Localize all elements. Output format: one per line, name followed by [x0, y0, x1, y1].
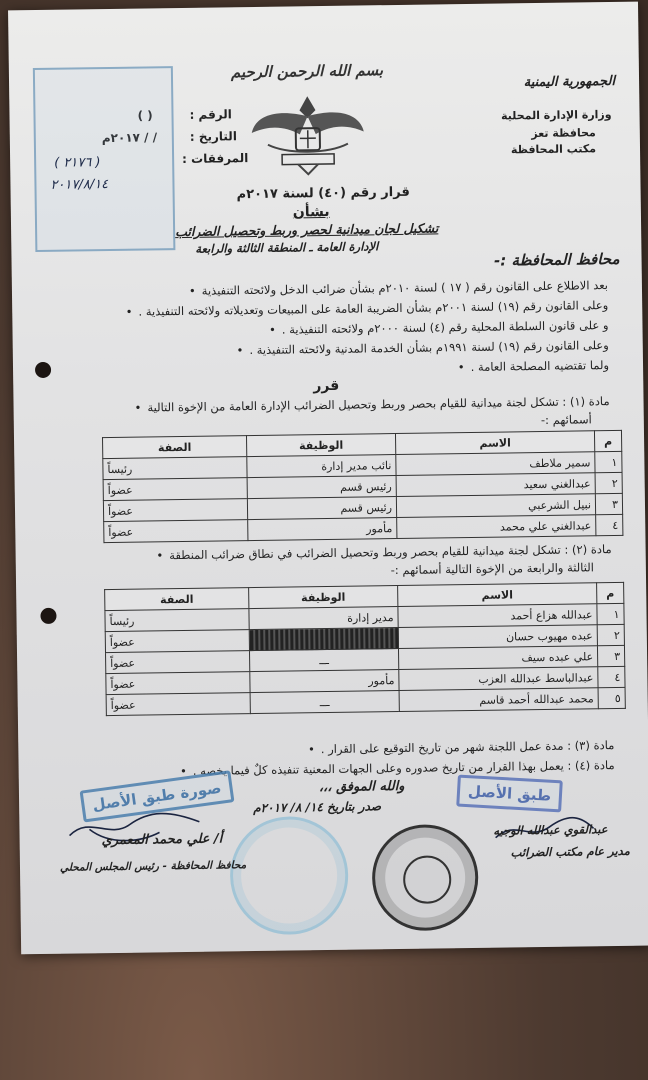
- cell: ٣: [597, 645, 624, 666]
- basmala: بسم الله الرحمن الرحيم: [230, 61, 384, 82]
- number-value: ( ): [137, 108, 153, 123]
- header-ministry: وزارة الإدارة المحلية: [500, 107, 612, 123]
- date-label: التاريخ :: [189, 129, 237, 144]
- cell: رئيس قسم: [247, 476, 396, 499]
- document-page: [8, 2, 648, 955]
- cell: ٢: [597, 624, 624, 645]
- cell: عبدالله هزاع أحمد: [398, 604, 597, 628]
- article-4-text: مادة (٤) : يعمل بهذا القرار من تاريخ صدوره وعلى الجهات المعنية تنفيذه كلٌ فيما يخصه . •: [180, 758, 615, 778]
- cell: ٤: [598, 666, 625, 687]
- cell: عضواً: [105, 630, 249, 653]
- number-label: الرقم :: [189, 107, 232, 122]
- cell: عبدالغني علي محمد: [397, 515, 596, 539]
- punch-hole: [35, 362, 51, 378]
- cell: رئيساً: [105, 609, 249, 632]
- article-1-text2: أسمائهم :-: [540, 412, 592, 427]
- preamble-item: بعد الاطلاع على القانون رقم ( ١٧ ) لسنة ٢٠١٠م بشأن ضرائب الدخل ولائحته التنفيذية •: [189, 278, 608, 298]
- preamble-item: وعلى القانون رقم (١٩) لسنة ٢٠٠١م بشأن الضريبة العامة على المبيعات وتعديلاته ولائحته التنفيذية . •: [126, 298, 609, 319]
- col-position: الوظيفة: [246, 434, 395, 457]
- attachments-label: المرفقات :: [182, 151, 249, 166]
- governor-office-seal: [229, 816, 349, 936]
- cell: عبدالغني سعيد: [396, 473, 595, 497]
- col-position: الوظيفة: [249, 586, 398, 609]
- article-2-text2: الثالثة والرابعة من الإخوة التالية أسمائهم :-: [390, 560, 594, 578]
- col-name: الاسم: [398, 583, 597, 607]
- governor-name: أ/ علي محمد المعمري: [101, 831, 223, 849]
- col-name: الاسم: [395, 431, 594, 455]
- preamble-item: ولما تقتضيه المصلحة العامة . •: [458, 358, 609, 374]
- cell: رئيس قسم: [247, 497, 396, 520]
- director-title: مدير عام مكتب الضرائب: [510, 843, 630, 860]
- cell: نبيل الشرعبي: [396, 494, 595, 518]
- article-1-text: مادة (١) : تشكل لجنة ميدانية للقيام بحصر وربط وتحصيل الضرائب الإدارة العامة من الإخوة التالية •: [135, 394, 610, 415]
- decision-title: قرار رقم (٤٠) لسنة ٢٠١٧م: [236, 184, 410, 203]
- header-republic: الجمهورية اليمنية: [523, 73, 616, 91]
- decides-heading: قرر: [313, 377, 340, 395]
- closing-text: والله الموفق ،،،: [318, 778, 405, 796]
- handwritten-reference: ( ٢١٧٦ ): [54, 155, 101, 171]
- cell: رئيساً: [103, 457, 247, 480]
- preamble-item: و على قانون السلطة المحلية رقم (٤) لسنة ٢٠٠٠م ولائحته التنفيذية . •: [269, 318, 609, 337]
- header-governorate: محافظة تعز: [531, 126, 596, 141]
- cell: سمير ملاطف: [396, 452, 595, 476]
- cell: ٢: [595, 472, 622, 493]
- true-copy-stamp: صورة طبق الأصل: [80, 770, 235, 822]
- col-role: الصفة: [105, 588, 249, 611]
- cell: ـــ: [249, 649, 398, 672]
- governor-title: محافظ المحافظة - رئيس المجلس المحلي: [59, 859, 247, 874]
- redacted-cell: [249, 628, 398, 651]
- cell: ٤: [596, 514, 623, 535]
- cell: نائب مدير إدارة: [247, 455, 396, 478]
- cell: علي عبده سيف: [398, 646, 597, 670]
- decision-about: بشأن: [292, 203, 330, 221]
- cell: ١: [595, 451, 622, 472]
- cell: ٥: [598, 687, 625, 708]
- cell: عضواً: [104, 520, 248, 543]
- punch-hole: [40, 608, 56, 624]
- cell: عبدالباسط عبدالله العزب: [399, 667, 598, 691]
- cell: ـــ: [250, 691, 399, 714]
- handwritten-date: ٢٠١٧/٨/١٤: [50, 177, 109, 193]
- date-value: / / ٢٠١٧م: [101, 130, 158, 146]
- cell: محمد عبدالله أحمد قاسم: [399, 688, 598, 712]
- col-role: الصفة: [103, 436, 247, 459]
- cell: عضواً: [103, 499, 247, 522]
- cell: عضواً: [106, 651, 250, 674]
- cell: عضواً: [106, 672, 250, 695]
- cell: عضواً: [106, 693, 250, 716]
- cell: مأمور: [250, 670, 399, 693]
- governor-heading: محافظ المحافظة :-: [493, 249, 620, 270]
- cell: عبده مهيوب حسان: [398, 625, 597, 649]
- cell: مدير إدارة: [249, 607, 398, 630]
- article-2-table: [104, 582, 626, 716]
- yemen-eagle-emblem: [247, 87, 368, 179]
- director-name: عبدالقوي عبدالله الوجيه: [493, 822, 608, 838]
- true-copy-stamp-right: طبق الأصل: [456, 775, 563, 813]
- cell: ٣: [595, 493, 622, 514]
- article-3-text: مادة (٣) : مدة عمل اللجنة شهر من تاريخ التوقيع على القرار . •: [308, 738, 614, 756]
- cell: ١: [597, 603, 624, 624]
- header-office: مكتب المحافظة: [510, 142, 597, 157]
- col-number: م: [594, 430, 621, 451]
- article-1-table: [102, 430, 623, 543]
- seal-inner-ring: [403, 855, 452, 904]
- issued-date: صدر بتاريخ ١٤/ ٨/ ٢٠١٧م: [253, 799, 382, 816]
- cell: عضواً: [103, 478, 247, 501]
- decision-subsubject: الإدارة العامة ـ المنطقة الثالثة والرابعة: [195, 239, 379, 256]
- cell: مأمور: [248, 518, 397, 541]
- tax-office-seal: [371, 824, 478, 931]
- preamble-item: وعلى القانون رقم (١٩) لسنة ١٩٩١م بشأن الخدمة المدنية ولائحته التنفيذية . •: [237, 338, 609, 357]
- article-2-text: مادة (٢) : تشكل لجنة ميدانية للقيام بحصر وربط وتحصيل الضرائب في نطاق ضرائب المنطقة •: [156, 542, 611, 562]
- col-number: م: [597, 582, 624, 603]
- decision-subject: تشكيل لجان ميدانية لحصر وربط وتحصيل الضرائب: [175, 220, 439, 240]
